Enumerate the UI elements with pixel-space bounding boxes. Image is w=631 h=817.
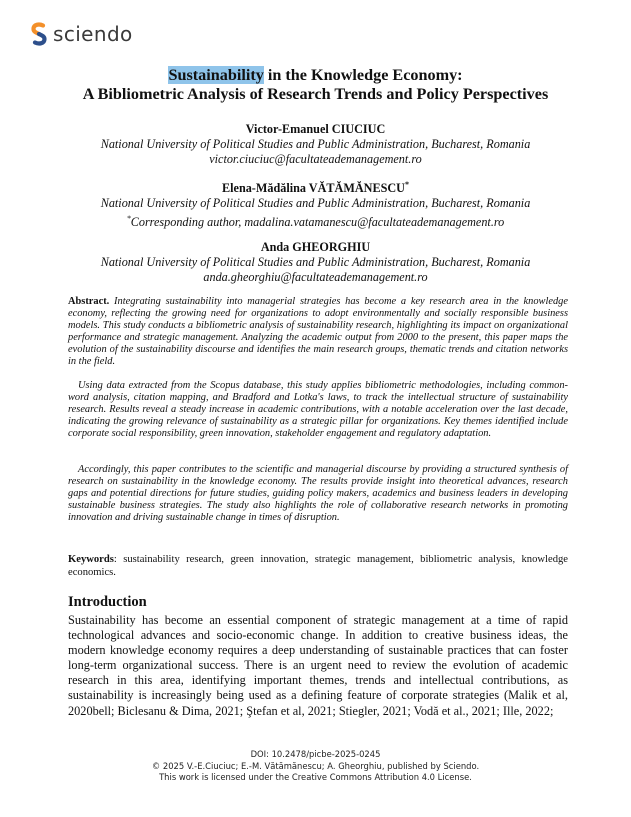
keywords xyxy=(68,553,568,579)
author-affiliation: National University of Political Studies and Public Administration, Bucharest, Romania xyxy=(100,137,531,152)
sciendo-logo-icon xyxy=(30,22,48,46)
author-affiliation: National University of Political Studies and Public Administration, Bucharest, Romania xyxy=(100,196,531,211)
doi: DOI: 10.2478/picbe-2025-0245 xyxy=(250,749,381,759)
abstract-paragraph-1: Abstract. Integrating sustainability into managerial strategies has become a key research area in the knowledge economy, reflecting the growing need for organizations to adopt environmentally and socially responsible business models. This study conducts a bibliometric analysis of sustainability research, highlighting its impact on organizational performance and strategic management. Analyzing the academic output from 2000 to the present, this paper maps the evolution of the sustainability discourse and identifies the main research groups, thematic trends and citation networks in the field. xyxy=(68,296,568,368)
keywords-text: : sustainability research, green innovation, strategic management, bibliometric analysis, knowledge economics. xyxy=(68,554,568,578)
author-block-2 xyxy=(0,177,631,230)
title-line-2: A Bibliometric Analysis of Research Trends and Policy Perspectives xyxy=(82,85,549,103)
keywords-label: Keywords xyxy=(68,554,114,565)
author-email: anda.gheorghiu@facultateademanagement.ro xyxy=(203,270,428,285)
author-block-3 xyxy=(0,236,631,285)
paper-title xyxy=(0,66,631,104)
highlighted-word[interactable]: Sustainability xyxy=(168,66,264,84)
abstract-paragraph-2: Using data extracted from the Scopus database, this study applies bibliometric methodologies, including common-word analysis, citation mapping, and Bradford and Lotka's laws, to track the intellectual structure of sustainability research. Results reveal a steady increase in academic contributions, with a notable acceleration over the last decade, indicating the growing relevance of sustainability as a strategic pillar for organizations. Key themes identified include corporate social responsibility, green innovation, stakeholder engagement and regulatory adaptation. xyxy=(68,380,568,440)
introduction-heading: Introduction xyxy=(68,594,147,610)
sciendo-logo xyxy=(30,20,133,48)
brand-name: sciendo xyxy=(53,22,133,46)
page-footer xyxy=(0,749,631,784)
author-email: *Corresponding author, madalina.vatamanescu@facultateademanagement.ro xyxy=(126,214,505,230)
title-line-1-rest: in the Knowledge Economy: xyxy=(263,66,463,84)
license: This work is licensed under the Creative Commons Attribution 4.0 License. xyxy=(159,772,472,782)
copyright: © 2025 V.-E.Ciuciuc; E.-M. Vătămănescu; A. Gheorghiu, published by Sciendo. xyxy=(151,760,480,771)
author-block-1 xyxy=(0,118,631,167)
abstract-label: Abstract. xyxy=(68,296,110,307)
abstract-paragraph-3: Accordingly, this paper contributes to the scientific and managerial discourse by providing a structured synthesis of research on sustainability in the knowledge economy. The results provide insight into theoretical advances, research gaps and potential directions for future studies, guiding policy makers, academics and business leaders in developing sustainable business strategies. The study also highlights the role of collaborative research networks in promoting innovation and driving sustainable change in times of disruption. xyxy=(68,464,568,524)
corresponding-marker: * xyxy=(404,180,409,189)
author-name: Anda GHEORGHIU xyxy=(260,240,371,255)
author-email: victor.ciuciuc@facultateademanagement.ro xyxy=(209,152,422,167)
author-name: Victor-Emanuel CIUCIUC xyxy=(245,122,386,137)
title-line-1 xyxy=(0,66,631,85)
author-name: Elena-Mădălina VĂTĂMĂNESCU* xyxy=(222,180,409,196)
introduction-text: Sustainability has become an essential component of strategic management at a time of rapid technological advances and socio-economic change. In addition to creative business ideas, the modern knowledge economy requires a deep understanding of sustainable practices that can foster long-term organizational success. There is an urgent need to review the evolution of academic research in this area, identifying important themes, trends and intellectual contributions, as sustainability is increasingly being used as a defining feature of corporate strategies (Malik et al, 2020bell; Biclesanu & Dima, 2021; Ştefan et al, 2021; Stiegler, 2021; Vodă et al., 2021; Ille, 2022; xyxy=(68,613,568,718)
author-affiliation: National University of Political Studies and Public Administration, Bucharest, Romania xyxy=(100,255,531,270)
